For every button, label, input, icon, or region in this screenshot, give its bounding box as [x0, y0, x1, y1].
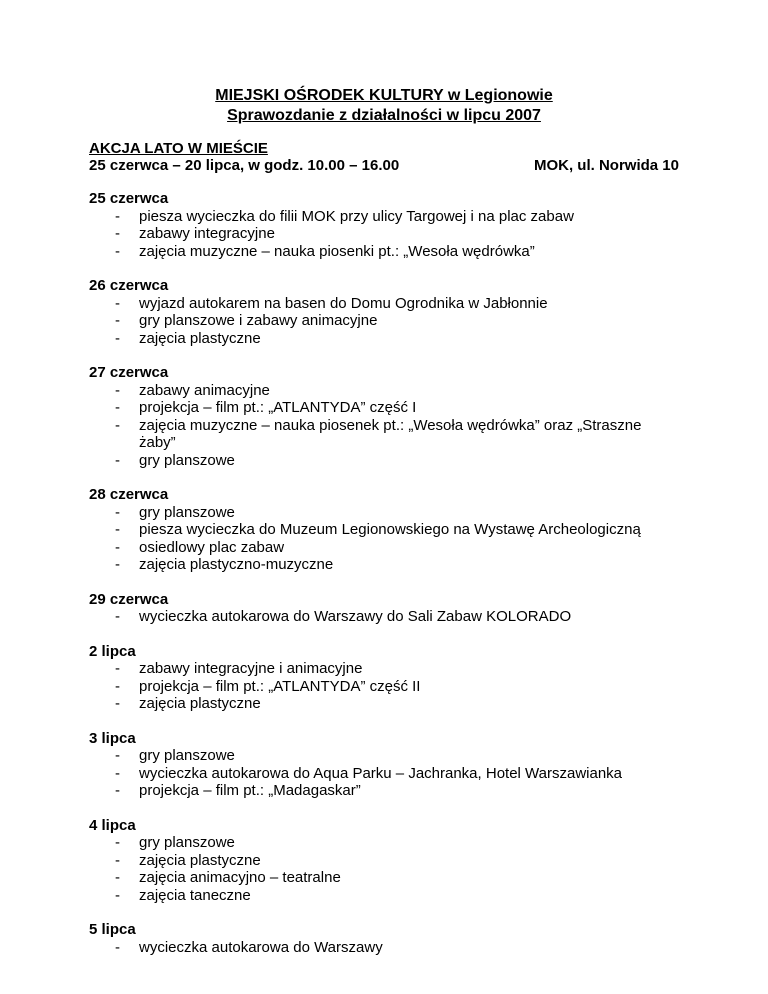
- list-item: [89, 225, 679, 243]
- day-block: [89, 817, 679, 905]
- list-item-text: piesza wycieczka do filii MOK przy ulicy Targowej i na plac zabaw: [139, 207, 574, 225]
- list-item: [89, 765, 679, 783]
- list-item-text: wycieczka autokarowa do Aqua Parku – Jachranka, Hotel Warszawianka: [139, 764, 623, 782]
- list-item: [89, 312, 679, 330]
- list-item: [89, 852, 679, 870]
- list-item-text: wycieczka autokarowa do Warszawy: [139, 938, 383, 956]
- day-date: 5 lipca: [89, 921, 136, 938]
- dash-bullet: -: [115, 747, 120, 764]
- day-date: 3 lipca: [89, 729, 136, 747]
- dash-bullet: -: [115, 782, 120, 799]
- section-header: [89, 140, 679, 175]
- list-item-text: gry planszowe: [139, 451, 235, 469]
- section-location: MOK, ul. Norwida 10: [533, 157, 679, 174]
- list-item: [89, 521, 679, 539]
- list-item: [89, 208, 679, 226]
- list-item: [89, 834, 679, 852]
- dash-bullet: -: [115, 399, 120, 416]
- dash-bullet: -: [115, 451, 120, 469]
- list-item: [89, 678, 679, 696]
- institution-title: MIEJSKI OŚRODEK KULTURY w Legionowie: [215, 87, 553, 104]
- dash-bullet: -: [115, 242, 120, 260]
- list-item-text: gry planszowe: [139, 503, 235, 521]
- list-item-text: zajęcia plastyczno-muzyczne: [139, 556, 334, 573]
- day-block: [89, 921, 679, 956]
- list-item: [89, 295, 679, 313]
- day-block: [89, 730, 679, 800]
- day-list: [89, 190, 679, 973]
- dash-bullet: -: [115, 329, 120, 347]
- dash-bullet: -: [115, 312, 120, 329]
- list-item-text: gry planszowe i zabawy animacyjne: [139, 312, 378, 329]
- dash-bullet: -: [115, 381, 120, 399]
- list-item-text: osiedlowy plac zabaw: [139, 538, 285, 556]
- dash-bullet: -: [115, 556, 120, 573]
- list-item: [89, 608, 679, 626]
- list-item-text: zajęcia muzyczne – nauka piosenki pt.: „Wesoła wędrówka”: [139, 242, 535, 260]
- list-item-text: piesza wycieczka do Muzeum Legionowskiego na Wystawę Archeologiczną: [139, 521, 641, 538]
- list-item: [89, 243, 679, 261]
- day-block: [89, 643, 679, 713]
- list-item-text: zajęcia plastyczne: [139, 695, 261, 712]
- list-item: [89, 504, 679, 522]
- list-item: [89, 539, 679, 557]
- list-item: [89, 330, 679, 348]
- report-title: Sprawozdanie z działalności w lipcu 2007: [227, 107, 541, 124]
- dash-bullet: -: [115, 695, 120, 712]
- day-block: [89, 190, 679, 260]
- section-title: AKCJA LATO W MIEŚCIE: [89, 140, 268, 157]
- dash-bullet: -: [115, 608, 120, 625]
- list-item-text: zajęcia muzyczne – nauka piosenek pt.: „Wesoła wędrówka” oraz „Straszne żaby”: [139, 416, 642, 451]
- day-date: 29 czerwca: [89, 590, 169, 608]
- list-item: [89, 747, 679, 765]
- list-item-text: gry planszowe: [139, 834, 235, 851]
- list-item-text: zabawy animacyjne: [139, 381, 270, 399]
- list-item: [89, 782, 679, 800]
- day-block: [89, 486, 679, 574]
- day-date: 2 lipca: [89, 642, 136, 660]
- list-item: [89, 556, 679, 574]
- day-date: 26 czerwca: [89, 277, 169, 294]
- list-item-text: wycieczka autokarowa do Warszawy do Sali Zabaw KOLORADO: [139, 608, 572, 625]
- dash-bullet: -: [115, 503, 120, 521]
- dash-bullet: -: [115, 938, 120, 956]
- day-block: [89, 277, 679, 347]
- list-item-text: wyjazd autokarem na basen do Domu Ogrodnika w Jabłonnie: [139, 294, 548, 312]
- list-item: [89, 417, 679, 452]
- day-date: 28 czerwca: [89, 486, 169, 503]
- dash-bullet: -: [115, 294, 120, 312]
- list-item-text: projekcja – film pt.: „ATLANTYDA” część I: [139, 399, 417, 416]
- list-item: [89, 452, 679, 470]
- list-item-text: zajęcia plastyczne: [139, 329, 261, 347]
- list-item: [89, 399, 679, 417]
- dash-bullet: -: [115, 869, 120, 886]
- day-block: [89, 591, 679, 626]
- list-item: [89, 939, 679, 957]
- list-item: [89, 695, 679, 713]
- list-item: [89, 382, 679, 400]
- list-item-text: zajęcia plastyczne: [139, 851, 261, 869]
- list-item: [89, 660, 679, 678]
- list-item-text: projekcja – film pt.: „ATLANTYDA” część II: [139, 677, 421, 695]
- dash-bullet: -: [115, 660, 120, 677]
- dash-bullet: -: [115, 677, 120, 695]
- list-item: [89, 869, 679, 887]
- list-item-text: projekcja – film pt.: „Madagaskar”: [139, 782, 361, 799]
- day-date: 25 czerwca: [89, 190, 169, 207]
- day-date: 27 czerwca: [89, 364, 169, 381]
- list-item-text: zajęcia animacyjno – teatralne: [139, 869, 341, 886]
- list-item-text: zabawy integracyjne i animacyjne: [139, 660, 363, 677]
- section-info-row: [89, 157, 679, 175]
- day-date: 4 lipca: [89, 816, 136, 834]
- list-item: [89, 887, 679, 905]
- dash-bullet: -: [115, 834, 120, 851]
- document-header: [0, 86, 768, 126]
- dash-bullet: -: [115, 416, 120, 434]
- dash-bullet: -: [115, 225, 120, 242]
- day-block: [89, 364, 679, 469]
- dash-bullet: -: [115, 764, 120, 782]
- section-dates: 25 czerwca – 20 lipca, w godz. 10.00 – 16.00: [89, 157, 400, 174]
- list-item-text: zajęcia taneczne: [139, 886, 251, 904]
- list-item-text: zabawy integracyjne: [139, 225, 275, 242]
- dash-bullet: -: [115, 521, 120, 538]
- dash-bullet: -: [115, 207, 120, 225]
- dash-bullet: -: [115, 851, 120, 869]
- list-item-text: gry planszowe: [139, 747, 235, 764]
- dash-bullet: -: [115, 886, 120, 904]
- dash-bullet: -: [115, 538, 120, 556]
